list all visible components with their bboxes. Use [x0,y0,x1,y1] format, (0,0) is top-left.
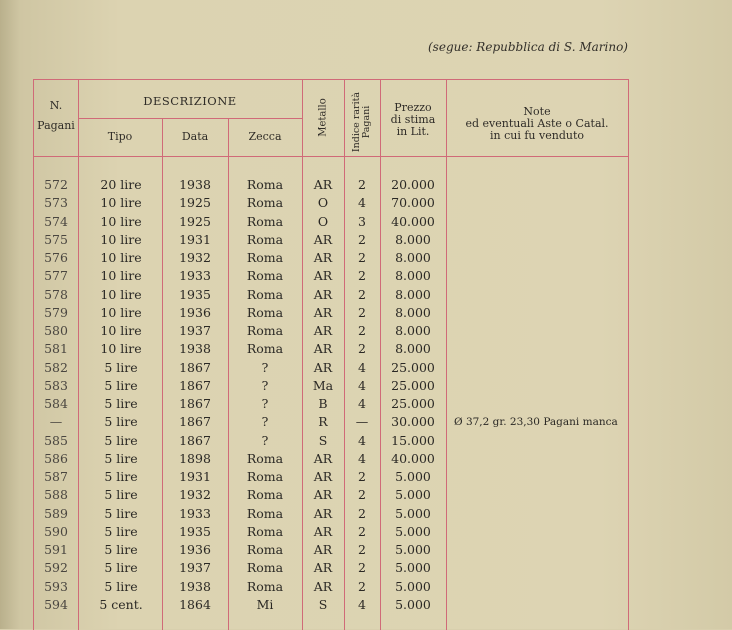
row-zecca: Roma [246,560,284,576]
row-note [454,578,628,596]
row-prezzo: 5.000 [395,596,431,612]
table-row [34,523,628,541]
table-row [34,286,628,304]
row-prezzo: 25.000 [391,396,435,411]
header-metallo: Metallo [317,98,329,137]
table-row [34,249,628,267]
header-descrizione: DESCRIZIONE [143,94,237,108]
row-number: 592 [44,560,68,576]
row-tipo: 5 lire [104,396,138,411]
row-zecca: Roma [246,177,284,192]
table-row [34,505,628,523]
table-row [34,322,628,340]
row-zecca: Roma [246,195,284,211]
table-row [34,559,628,577]
row-zecca: ? [261,377,269,393]
row-zecca: Roma [246,286,284,302]
header-prezzo [380,102,446,138]
row-data: 1938 [179,177,211,192]
row-note: Ø 37,2 gr. 23,30 Pagani manca [454,416,618,429]
row-zecca: Roma [246,487,284,503]
row-prezzo: 8.000 [395,231,431,247]
row-number: 575 [44,231,68,247]
row-rarita: 2 [358,523,366,539]
table-row [34,359,628,377]
table-row [34,304,628,322]
row-data: 1867 [179,377,211,393]
row-rarita: 2 [358,578,366,594]
row-metallo: AR [313,542,333,557]
row-prezzo: 30.000 [391,414,435,430]
row-note [454,267,628,285]
row-rarita: 2 [358,177,366,192]
row-prezzo: 5.000 [395,487,431,503]
row-rarita: 4 [358,396,366,411]
row-tipo: 5 lire [104,487,138,503]
row-rarita: 2 [358,323,366,338]
row-data: 1937 [179,323,211,338]
row-number: 579 [44,304,68,320]
row-number: 573 [44,195,68,211]
header-note-line: Note [523,105,551,118]
row-number: — [49,414,63,430]
row-zecca: Roma [246,542,284,557]
row-data: 1935 [179,523,211,539]
row-prezzo: 8.000 [395,250,431,265]
row-note [454,359,628,377]
header-zecca: Zecca [248,130,282,143]
row-tipo: 10 lire [100,268,142,284]
table-row [34,194,628,212]
row-data: 1864 [179,596,211,612]
row-data: 1935 [179,286,211,302]
row-prezzo: 25.000 [391,359,435,375]
row-tipo: 5 lire [104,542,138,557]
row-number: 594 [44,596,68,612]
row-number: 593 [44,578,68,594]
row-number: 582 [44,359,68,375]
row-zecca: Roma [246,323,284,338]
row-zecca: Mi [256,596,274,612]
row-number: 577 [44,268,68,284]
row-tipo: 5 lire [104,560,138,576]
row-metallo: AR [313,286,333,302]
row-note [454,304,628,322]
row-note [454,249,628,267]
row-prezzo: 70.000 [391,195,435,211]
row-number: 578 [44,286,68,302]
row-metallo: Ma [312,377,334,393]
row-prezzo: 8.000 [395,341,431,357]
row-rarita: 2 [358,560,366,576]
row-prezzo: 25.000 [391,377,435,393]
row-tipo: 10 lire [100,323,142,338]
row-note [454,505,628,523]
header-pagani-label: Pagani [37,119,75,132]
row-prezzo: 5.000 [395,523,431,539]
row-data: 1936 [179,542,211,557]
row-note [454,340,628,358]
row-tipo: 5 lire [104,523,138,539]
continuation-note: (segue: Repubblica di S. Marino) [428,40,628,54]
row-metallo: O [317,213,329,229]
table-row [34,468,628,486]
row-tipo: 10 lire [100,231,142,247]
row-data: 1937 [179,560,211,576]
row-note [454,559,628,577]
row-data: 1933 [179,268,211,284]
header-prezzo-line: Prezzo [394,101,432,114]
row-tipo: 10 lire [100,213,142,229]
header-subrule [78,118,302,119]
row-zecca: Roma [246,213,284,229]
row-note [454,432,628,450]
row-rarita: 4 [358,195,366,211]
row-rarita: 2 [358,542,366,557]
row-note [454,468,628,486]
row-rarita: 2 [358,341,366,357]
row-number: 591 [44,542,68,557]
table-row [34,231,628,249]
row-metallo: AR [313,250,333,265]
row-zecca: ? [261,396,269,411]
row-note [454,450,628,468]
row-prezzo: 40.000 [391,213,435,229]
row-metallo: B [318,396,328,411]
header-tipo: Tipo [107,130,133,143]
row-data: 1867 [179,359,211,375]
header-indice-rarita: Indice rarità Pagani [351,91,372,153]
row-tipo: 5 lire [104,469,138,484]
header-n-label: N. [49,99,63,112]
row-data: 1932 [179,487,211,503]
row-number: 576 [44,250,68,265]
row-metallo: AR [313,341,333,357]
row-rarita: 2 [358,268,366,284]
row-tipo: 5 lire [104,505,138,521]
row-prezzo: 20.000 [391,177,435,192]
row-zecca: Roma [246,268,284,284]
row-prezzo: 8.000 [395,268,431,284]
row-rarita: 3 [358,213,366,229]
row-data: 1931 [179,469,211,484]
row-prezzo: 40.000 [391,450,435,466]
row-number: 590 [44,523,68,539]
row-rarita: 4 [358,596,366,612]
row-prezzo: 15.000 [391,432,435,448]
row-prezzo: 8.000 [395,323,431,338]
row-tipo: 10 lire [100,286,142,302]
row-note [454,486,628,504]
row-prezzo: 8.000 [395,286,431,302]
table-row [34,395,628,413]
row-number: 583 [44,377,68,393]
row-rarita: 2 [358,286,366,302]
row-note [454,541,628,559]
row-number: 574 [44,213,68,229]
row-number: 589 [44,505,68,521]
table-row [34,578,628,596]
row-metallo: AR [313,560,333,576]
row-number: 585 [44,432,68,448]
row-tipo: 10 lire [100,250,142,265]
coin-price-table [33,79,629,630]
table-row [34,486,628,504]
row-data: 1925 [179,213,211,229]
row-zecca: Roma [246,578,284,594]
row-metallo: O [317,195,329,211]
row-tipo: 10 lire [100,341,142,357]
row-rarita: 4 [358,377,366,393]
table-row [34,267,628,285]
row-data: 1867 [179,396,211,411]
row-tipo: 10 lire [100,304,142,320]
row-metallo: R [318,414,328,430]
row-tipo: 5 lire [104,432,138,448]
row-zecca: Roma [246,231,284,247]
header-n-pagani [34,100,78,132]
row-note [454,194,628,212]
row-prezzo: 5.000 [395,505,431,521]
row-metallo: AR [313,578,333,594]
table-row [34,596,628,614]
row-number: 587 [44,469,68,484]
row-data: 1938 [179,341,211,357]
row-zecca: Roma [246,341,284,357]
header-bottom-rule [34,156,628,157]
row-metallo: AR [313,505,333,521]
row-note [454,377,628,395]
header-prezzo-line: di stima [390,113,436,126]
row-note [454,231,628,249]
row-note [454,176,628,194]
row-tipo: 5 lire [104,377,138,393]
row-data: 1932 [179,250,211,265]
header-data: Data [181,130,209,143]
row-rarita: 2 [358,304,366,320]
row-metallo: AR [313,450,333,466]
row-zecca: ? [261,414,269,430]
row-note [454,213,628,231]
row-tipo: 5 lire [104,414,138,430]
row-metallo: AR [313,359,333,375]
row-note [454,395,628,413]
row-metallo: S [318,432,328,448]
row-rarita: 2 [358,469,366,484]
header-prezzo-line: in Lit. [396,125,430,138]
row-zecca: ? [261,432,269,448]
row-data: 1867 [179,432,211,448]
table-row [34,340,628,358]
row-tipo: 5 lire [104,450,138,466]
row-data: 1898 [179,450,211,466]
header-note [446,106,628,142]
row-metallo: AR [313,231,333,247]
row-number: 584 [44,396,68,411]
row-metallo: AR [313,487,333,503]
row-zecca: ? [261,359,269,375]
table-row [34,176,628,194]
row-rarita: 2 [358,505,366,521]
row-data: 1933 [179,505,211,521]
row-number: 588 [44,487,68,503]
table-row [34,450,628,468]
row-zecca: Roma [246,304,284,320]
table-row [34,541,628,559]
row-number: 586 [44,450,68,466]
row-metallo: AR [313,268,333,284]
row-data: 1938 [179,578,211,594]
row-tipo: 10 lire [100,195,142,211]
row-zecca: Roma [246,250,284,265]
row-note [454,596,628,614]
row-zecca: Roma [246,505,284,521]
row-data: 1931 [179,231,211,247]
row-data: 1936 [179,304,211,320]
row-rarita: — [355,414,369,430]
row-rarita: 2 [358,250,366,265]
header-note-line: in cui fu venduto [490,129,584,142]
row-tipo: 5 lire [104,578,138,594]
row-zecca: Roma [246,523,284,539]
row-prezzo: 5.000 [395,578,431,594]
row-number: 580 [44,323,68,338]
row-prezzo: 8.000 [395,304,431,320]
row-metallo: AR [313,523,333,539]
row-rarita: 2 [358,231,366,247]
table-row [34,213,628,231]
row-note [454,286,628,304]
row-note [454,322,628,340]
row-rarita: 4 [358,450,366,466]
row-rarita: 4 [358,359,366,375]
table-row [34,432,628,450]
row-metallo: AR [313,177,333,192]
row-metallo: AR [313,323,333,338]
table-row [34,377,628,395]
row-tipo: 5 lire [104,359,138,375]
row-tipo: 5 cent. [99,596,143,612]
row-prezzo: 5.000 [395,560,431,576]
row-prezzo: 5.000 [395,469,431,484]
row-metallo: AR [313,469,333,484]
row-zecca: Roma [246,450,284,466]
row-note [454,523,628,541]
row-number: 581 [44,341,68,357]
row-rarita: 4 [358,432,366,448]
row-data: 1867 [179,414,211,430]
row-number: 572 [44,177,68,192]
header-note-line: ed eventuali Aste o Catal. [465,117,609,130]
row-rarita: 2 [358,487,366,503]
row-prezzo: 5.000 [395,542,431,557]
row-tipo: 20 lire [100,177,142,192]
table-row [34,413,628,431]
row-data: 1925 [179,195,211,211]
row-zecca: Roma [246,469,284,484]
row-metallo: AR [313,304,333,320]
row-metallo: S [318,596,328,612]
